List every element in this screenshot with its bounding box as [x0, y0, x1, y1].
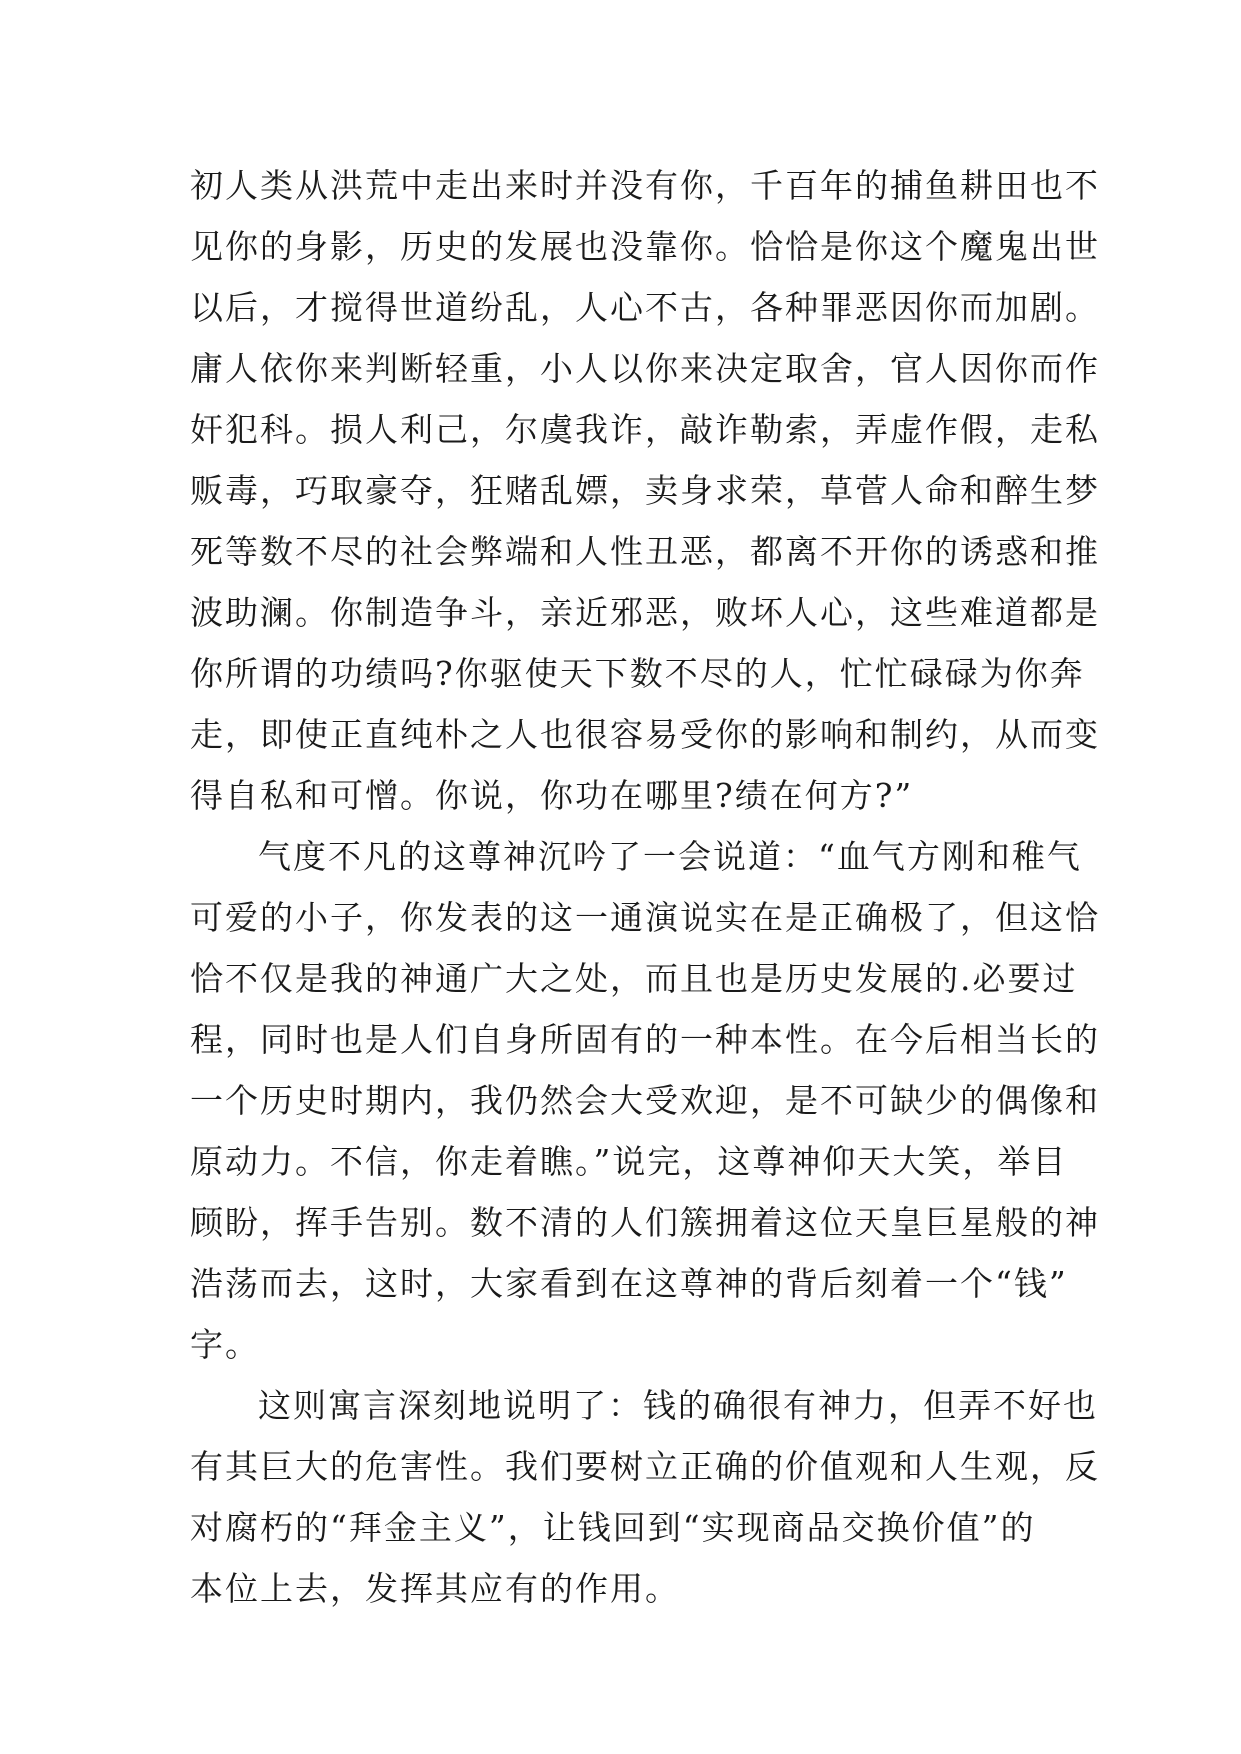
text-line: 一个历史时期内，我仍然会大受欢迎，是不可缺少的偶像和 [190, 1081, 1100, 1120]
text-line: 以后，才搅得世道纷乱，人心不古，各种罪恶因你而加剧。 [190, 288, 1100, 327]
text-line: 有其巨大的危害性。我们要树立正确的价值观和人生观，反 [190, 1447, 1100, 1486]
text-line: 走，即使正直纯朴之人也很容易受你的影响和制约，从而变 [190, 715, 1100, 754]
text-line: 浩荡而去，这时，大家看到在这尊神的背后刻着一个“钱” [190, 1264, 1068, 1303]
text-line: 见你的身影，历史的发展也没靠你。恰恰是你这个魔鬼出世 [190, 227, 1100, 266]
paragraph-3 [190, 1375, 1100, 1619]
text-line: 原动力。不信，你走着瞧。”说完，这尊神仰天大笑，举目 [190, 1142, 1068, 1181]
text-line: 奸犯科。损人利己，尔虞我诈，敲诈勒索，弄虚作假，走私 [190, 410, 1100, 449]
text-line: 你所谓的功绩吗?你驱使天下数不尽的人，忙忙碌碌为你奔 [190, 654, 1085, 693]
text-line: 对腐朽的“拜金主义”，让钱回到“实现商品交换价值”的 [190, 1508, 1036, 1547]
text-line: 字。 [190, 1325, 260, 1364]
text-line: 气度不凡的这尊神沉吟了一会说道：“血气方刚和稚气 [258, 837, 1082, 876]
paragraph-2 [190, 826, 1100, 1375]
text-line: 恰不仅是我的神通广大之处，而且也是历史发展的.必要过 [190, 959, 1078, 998]
text-line: 死等数不尽的社会弊端和人性丑恶，都离不开你的诱惑和推 [190, 532, 1100, 571]
text-line: 程，同时也是人们自身所固有的一种本性。在今后相当长的 [190, 1020, 1100, 1059]
text-line: 本位上去，发挥其应有的作用。 [190, 1569, 680, 1608]
text-line: 得自私和可憎。你说，你功在哪里?绩在何方?” [190, 776, 914, 815]
text-line: 贩毒，巧取豪夺，狂赌乱嫖，卖身求荣，草菅人命和醉生梦 [190, 471, 1100, 510]
text-line: 初人类从洪荒中走出来时并没有你，千百年的捕鱼耕田也不 [190, 166, 1100, 205]
body-text [190, 155, 1100, 1619]
text-line: 这则寓言深刻地说明了：钱的确很有神力，但弄不好也 [258, 1386, 1098, 1425]
text-line: 顾盼，挥手告别。数不清的人们簇拥着这位天皇巨星般的神 [190, 1203, 1100, 1242]
paragraph-1 [190, 155, 1100, 826]
text-line: 波助澜。你制造争斗，亲近邪恶，败坏人心，这些难道都是 [190, 593, 1100, 632]
text-line: 庸人依你来判断轻重，小人以你来决定取舍，官人因你而作 [190, 349, 1100, 388]
text-line: 可爱的小子，你发表的这一通演说实在是正确极了，但这恰 [190, 898, 1100, 937]
